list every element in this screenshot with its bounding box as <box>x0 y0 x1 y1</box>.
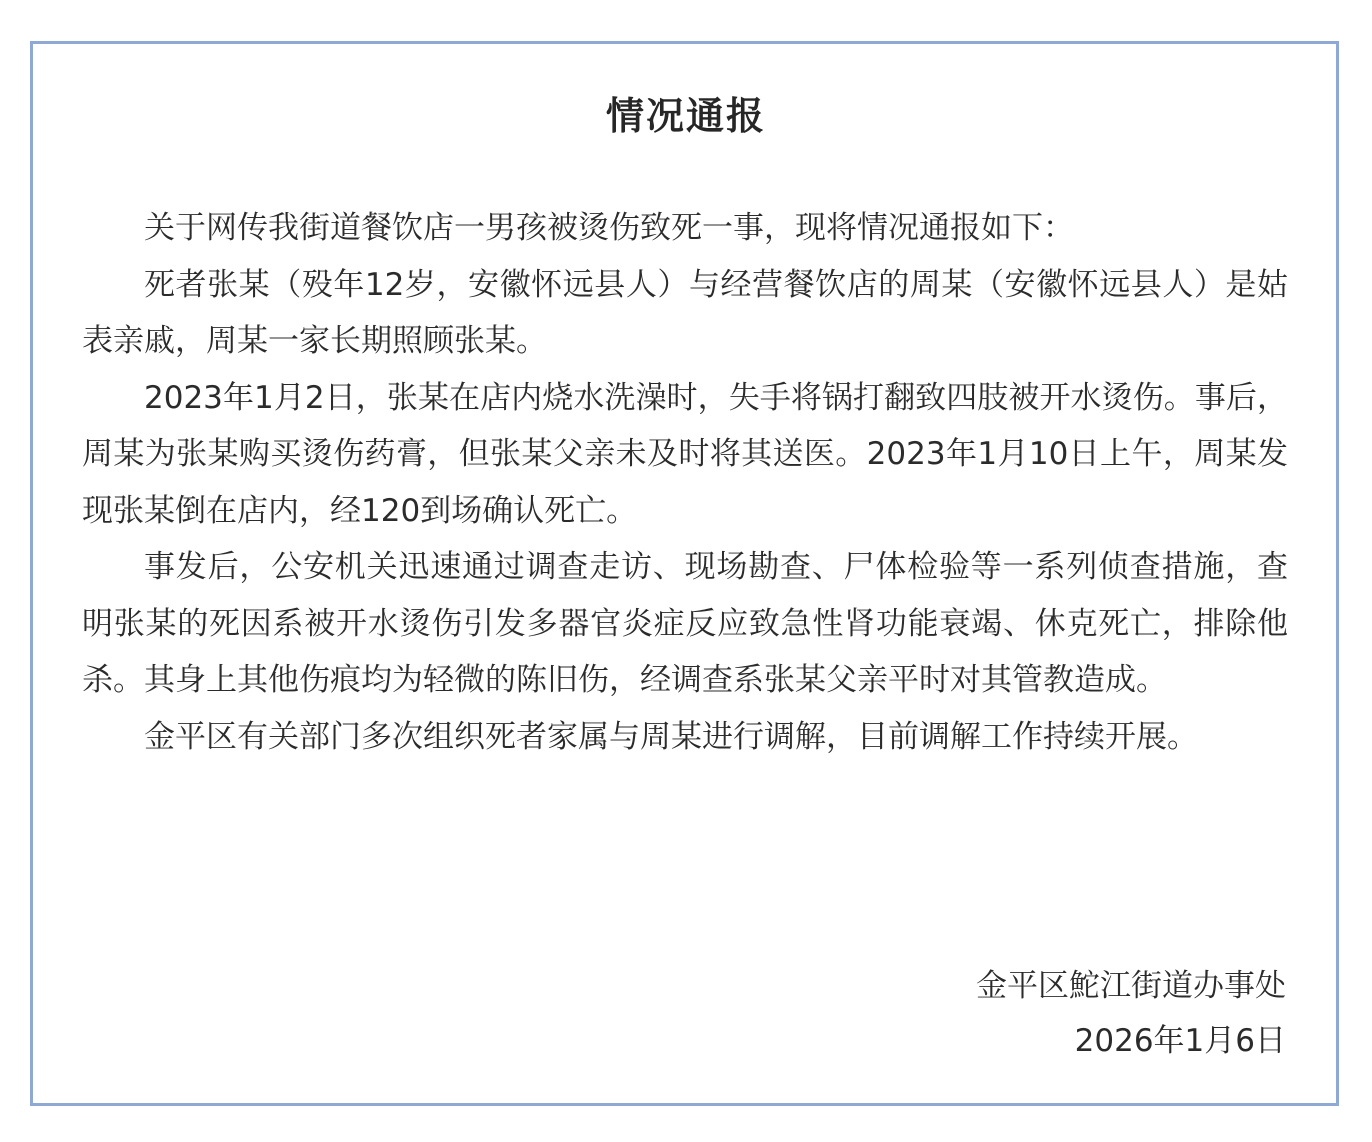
paragraph-mediation: 金平区有关部门多次组织死者家属与周某进行调解，目前调解工作持续开展。 <box>144 718 1198 755</box>
signature-organization: 金平区鮀江街道办事处 <box>976 968 1286 1004</box>
paragraph-relationship: 死者张某（殁年12岁，安徽怀远县人）与经营餐饮店的周某（安徽怀远县人）是姑表亲戚，周某一家长期照顾张某。 <box>82 266 1288 359</box>
notice-body <box>82 200 1288 765</box>
paragraph-intro: 关于网传我街道餐饮店一男孩被烫伤致死一事，现将情况通报如下： <box>144 210 1074 246</box>
notice-title: 情况通报 <box>605 94 766 138</box>
signature-date: 2026年1月6日 <box>1074 1023 1286 1059</box>
paragraph-investigation: 事发后，公安机关迅速通过调查走访、现场勘查、尸体检验等一系列侦查措施，查明张某的死因系被开水烫伤引发多器官炎症反应致急性肾功能衰竭、休克死亡，排除他杀。其身上其他伤痕均为轻微的陈旧伤，经调查系张某父亲平时对其管教造成。 <box>82 549 1288 698</box>
paragraph-incident: 2023年1月2日，张某在店内烧水洗澡时，失手将锅打翻致四肢被开水烫伤。事后，周某为张某购买烫伤药膏，但张某父亲未及时将其送医。2023年1月10日上午，周某发现张某倒在店内，经120到场确认死亡。 <box>82 379 1288 529</box>
